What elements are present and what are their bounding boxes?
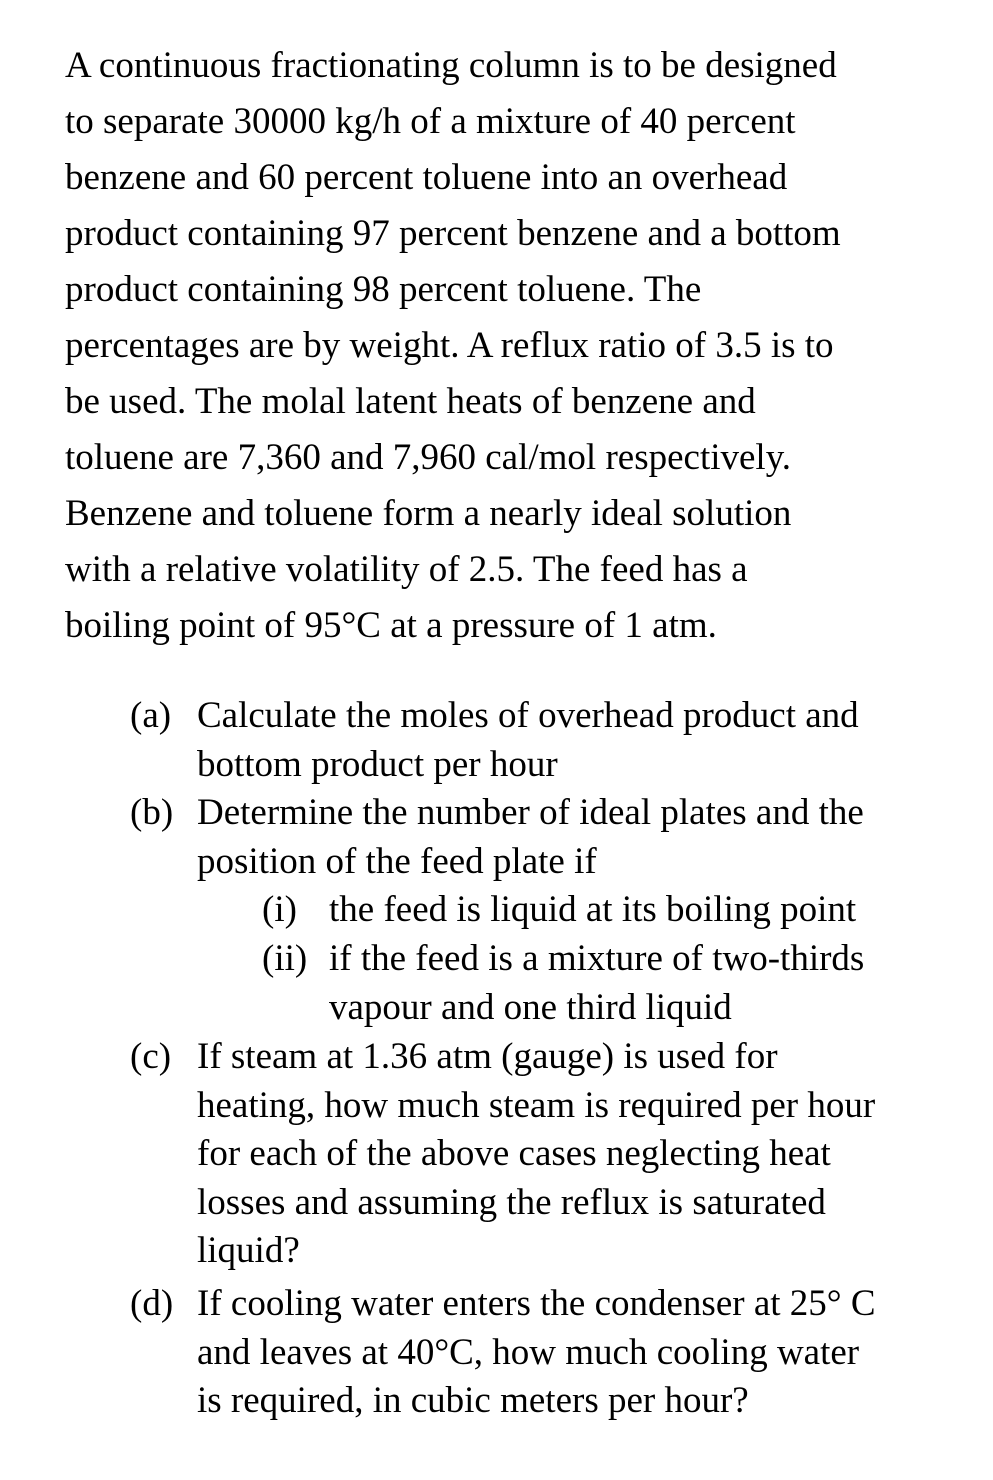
statement-line: A continuous fractionating column is to be designed [65, 45, 837, 86]
statement-line: Benzene and toluene form a nearly ideal solution [65, 493, 792, 534]
question-b-label: (b) [130, 792, 174, 833]
statement-line: boiling point of 95°C at a pressure of 1 atm. [65, 605, 717, 646]
question-line: If cooling water enters the condenser at 25° C [197, 1283, 876, 1324]
statement-line: percentages are by weight. A reflux ratio of 3.5 is to [65, 325, 834, 366]
question-line: bottom product per hour [197, 743, 558, 785]
question-d-label: (d) [130, 1283, 174, 1324]
question-c-label: (c) [130, 1036, 172, 1077]
question-a-label: (a) [130, 695, 172, 736]
question-b-ii-text [329, 935, 864, 1032]
statement-line: product containing 97 percent benzene and a bottom [65, 213, 841, 254]
question-line: is required, in cubic meters per hour? [197, 1380, 749, 1421]
statement-line: be used. The molal latent heats of benzene and [65, 381, 756, 422]
problem-statement [65, 38, 841, 654]
statement-line: to separate 30000 kg/h of a mixture of 40 percent [65, 101, 796, 142]
question-d-text [197, 1280, 876, 1426]
statement-line: with a relative volatility of 2.5. The feed has a [65, 549, 748, 590]
question-a-text [197, 692, 859, 789]
question-line: liquid? [197, 1230, 300, 1271]
question-b-i-text [329, 886, 856, 935]
question-b-text [197, 789, 864, 886]
question-b-i-label: (i) [262, 889, 297, 930]
question-line: heating, how much steam is required per hour [197, 1084, 876, 1126]
question-c-text [197, 1033, 875, 1276]
statement-line: benzene and 60 percent toluene into an overhead [65, 157, 788, 198]
question-b-ii-label: (ii) [262, 938, 308, 979]
question-line: If steam at 1.36 atm (gauge) is used for [197, 1036, 778, 1077]
question-line: position of the feed plate if [197, 840, 597, 882]
question-line: for each of the above cases neglecting heat [197, 1133, 831, 1174]
question-line: the feed is liquid at its boiling point [329, 889, 857, 930]
question-line: vapour and one third liquid [329, 986, 732, 1028]
statement-line: toluene are 7,360 and 7,960 cal/mol respectively. [65, 437, 792, 478]
question-line: losses and assuming the reflux is saturated [197, 1181, 826, 1223]
question-line: and leaves at 40°C, how much cooling water [197, 1331, 860, 1373]
question-line: if the feed is a mixture of two-thirds [329, 938, 865, 979]
question-line: Calculate the moles of overhead product and [197, 695, 859, 736]
question-line: Determine the number of ideal plates and the [197, 792, 864, 833]
statement-line: product containing 98 percent toluene. The [65, 269, 702, 310]
